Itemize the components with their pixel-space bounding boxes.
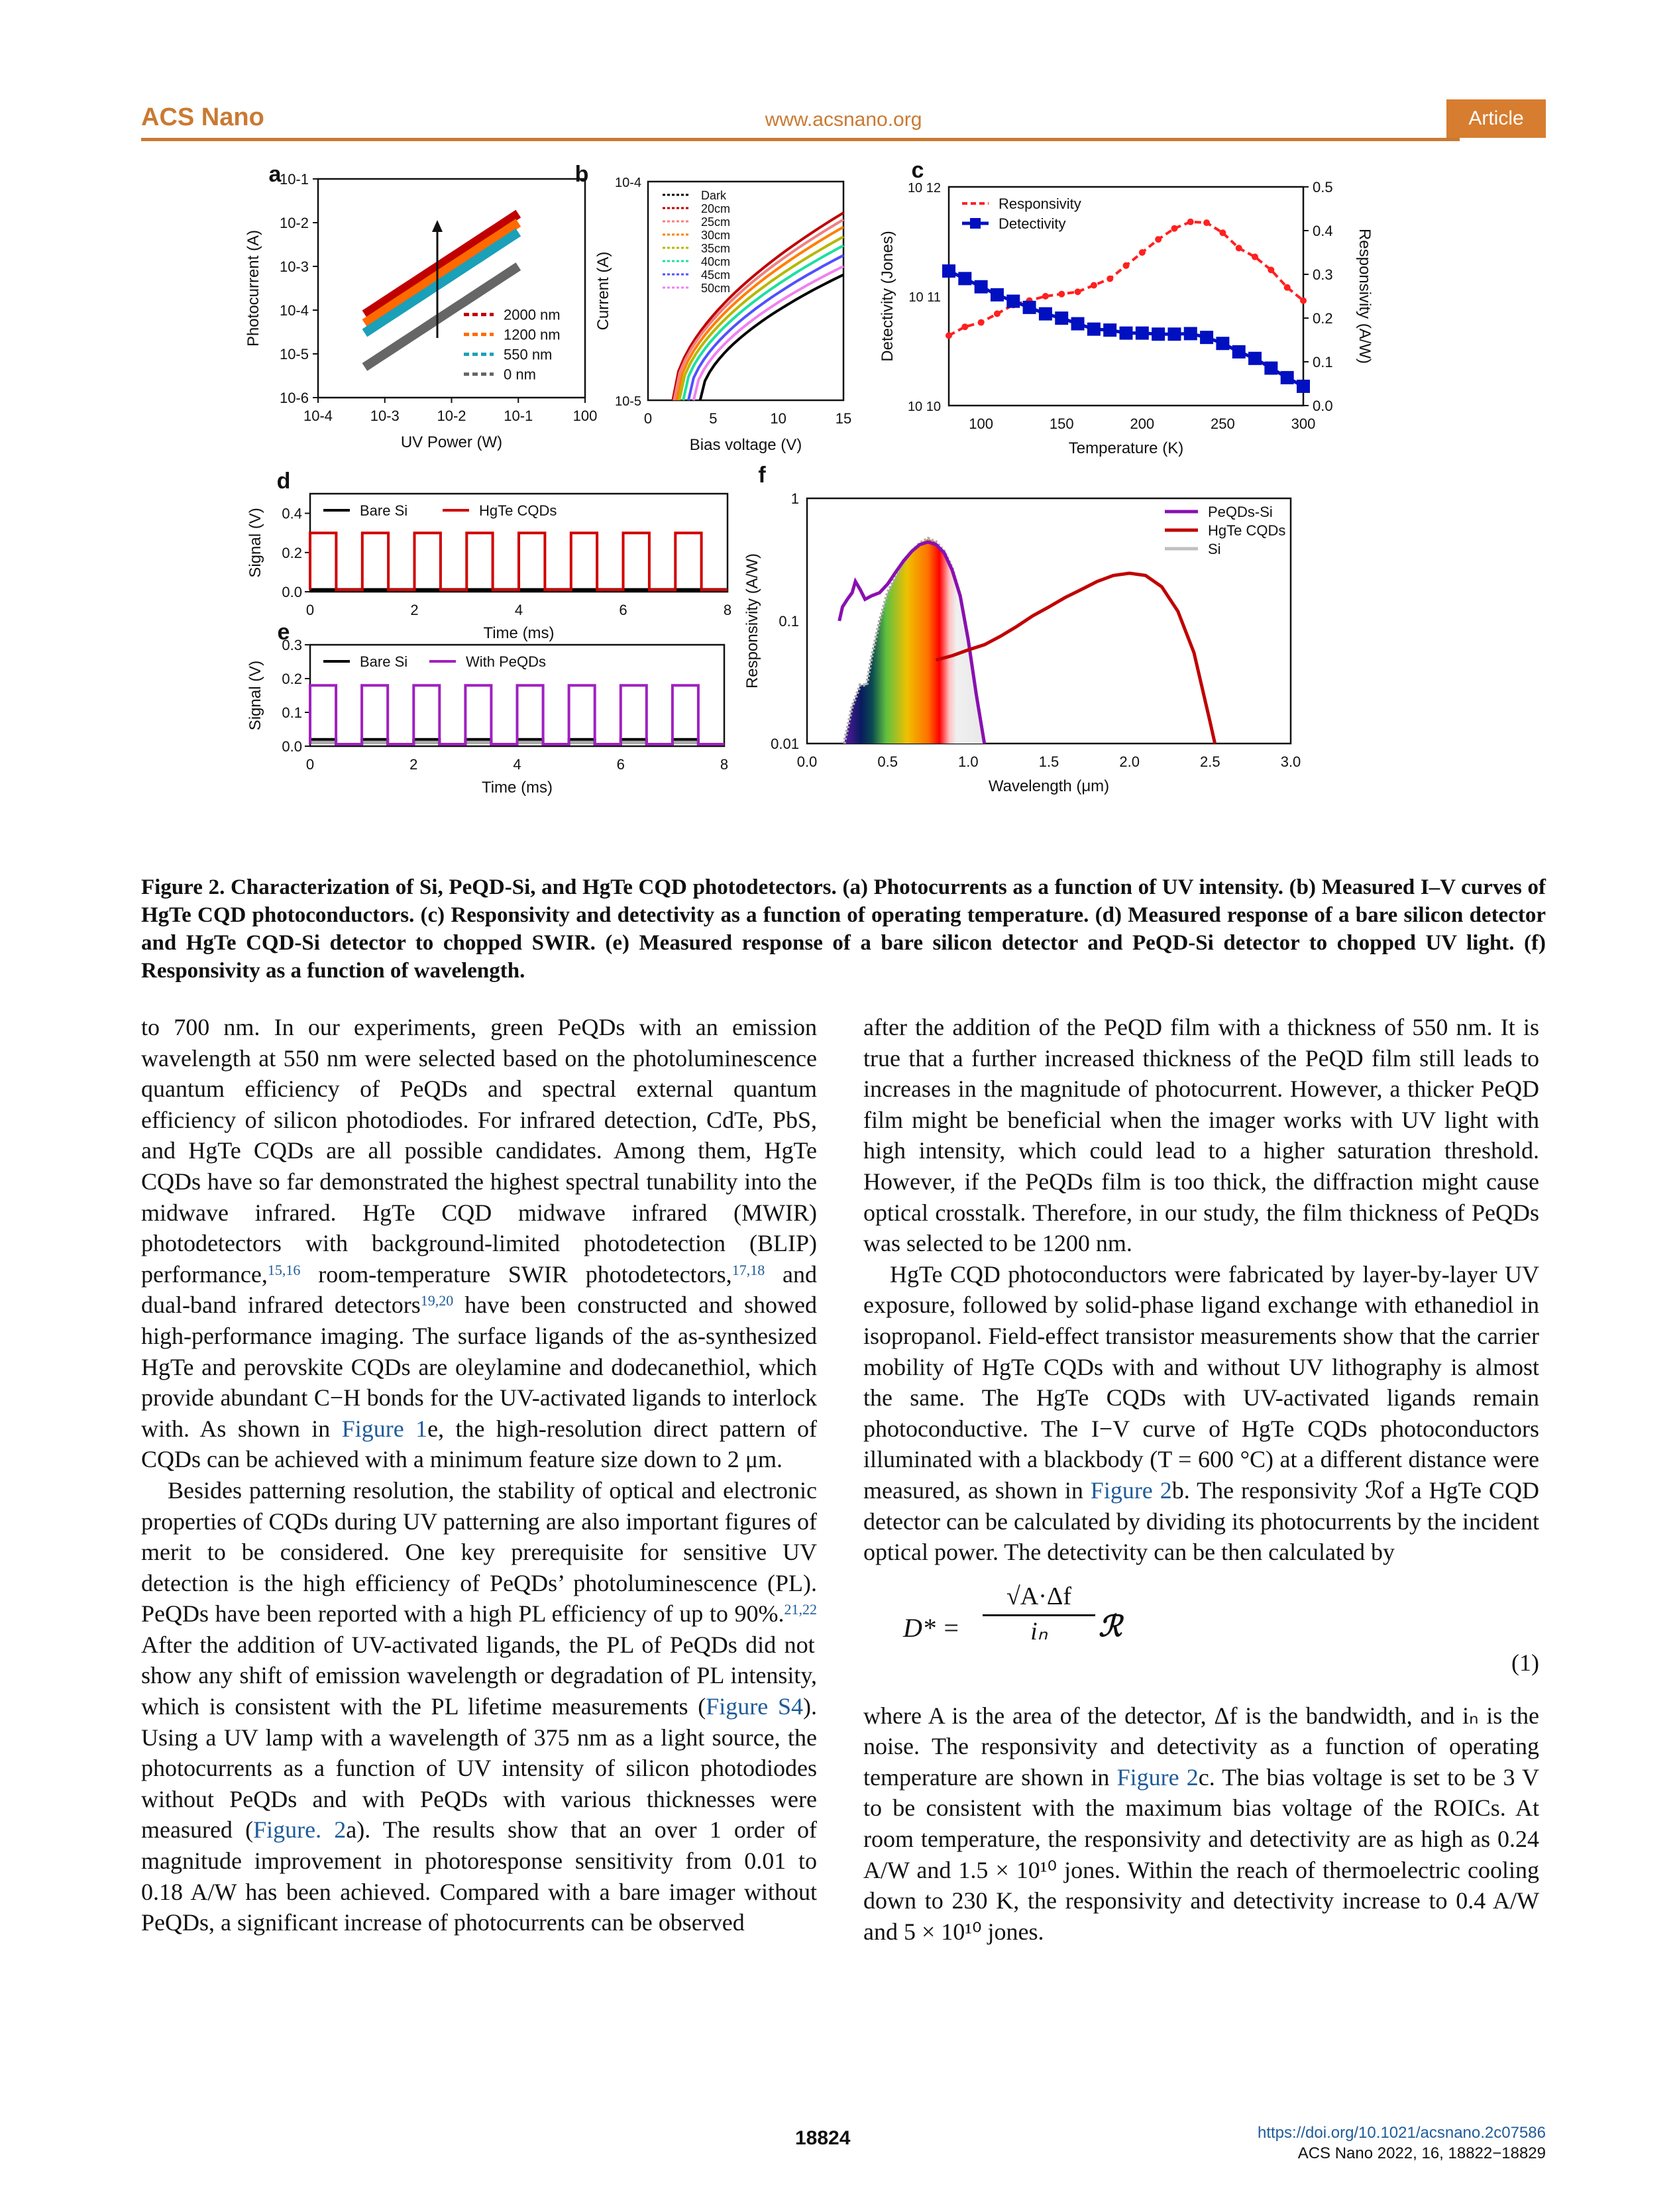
legend-label: 40cm — [701, 255, 731, 268]
equation-1 — [863, 1581, 1539, 1694]
y2-axis-label: Responsivity (A/W) — [1356, 228, 1374, 364]
article-badge: Article — [1446, 99, 1546, 138]
responsivity-point — [1075, 288, 1081, 295]
y2-tick-label: 0.2 — [1313, 310, 1333, 327]
legend-label: Detectivity — [999, 215, 1066, 232]
legend-label: HgTe CQDs — [1208, 522, 1286, 539]
y2-tick-label: 0.3 — [1313, 266, 1333, 283]
citation-link[interactable]: 19,20 — [420, 1292, 454, 1309]
x-tick-label: 2 — [409, 756, 418, 773]
x-tick-label: 10 — [770, 410, 786, 427]
legend-marker — [970, 218, 981, 229]
responsivity-point — [1042, 293, 1049, 300]
journal-name: ACS Nano — [141, 103, 264, 131]
responsivity-point — [1139, 249, 1146, 256]
paragraph — [141, 1012, 817, 1475]
legend-label: 35cm — [701, 242, 731, 255]
paragraph: after the addition of the PeQD film with a thickness of 550 nm. It is true that a further increased thickness of the PeQD film still leads to increases in the magnitude of photocurrent. However, a thicker PeQD film might be beneficial when the imager works with UV light with high intensity, which could lead to a higher saturation threshold. However, if the PeQDs film is too thick, the diffraction might cause optical crosstalk. Therefore, in our study, the film thickness of PeQDs was selected to be 1200 nm. — [863, 1014, 1539, 1257]
caption-text: Figure 2. Characterization of Si, PeQD-Si, and HgTe CQD photodetectors. (a) Photocurrents as a function of UV intensity. (b) Measured I–V curves of HgTe CQD photoconductors. (c) Responsivity and detectivity as a function of operating temperature. (d) Measured response of a bare silicon detector and HgTe CQD-Si detector to chopped SWIR. (e) Measured response of a bare silicon detector and PeQD-Si detector to chopped UV light. (f) Responsivity as a function of wavelength. — [141, 875, 1546, 983]
panel-label-b: b — [574, 162, 589, 187]
responsivity-point — [1268, 266, 1274, 273]
citation-link[interactable]: 21,22 — [784, 1601, 817, 1618]
equation-responsivity: ℛ — [1099, 1610, 1122, 1643]
x-tick-label: 15 — [835, 410, 852, 427]
y-tick-label: 10-4 — [614, 176, 641, 190]
x-tick-label: 2.5 — [1200, 753, 1220, 770]
text: ). Using a UV lamp with a wavelength of 375 nm as a light source, the photocurrents as a function of UV intensity of silicon photodiodes without PeQDs and with PeQDs with various thicknesses were measured ( — [141, 1693, 817, 1844]
responsivity-point — [994, 310, 1001, 317]
responsivity-point — [978, 319, 985, 326]
legend-label: HgTe CQDs — [479, 502, 557, 519]
responsivity-point — [1236, 245, 1242, 251]
equation-lhs: D* = — [903, 1612, 960, 1643]
responsivity-point — [1219, 229, 1226, 236]
figure-link[interactable]: Figure 2 — [1116, 1763, 1199, 1791]
x-tick-label: 8 — [720, 756, 729, 773]
detectivity-point — [1103, 323, 1116, 337]
detectivity-point — [1136, 327, 1149, 340]
legend-label: PeQDs-Si — [1208, 504, 1273, 520]
y-tick-label: 10-5 — [614, 394, 641, 409]
detectivity-point — [1248, 352, 1262, 365]
detectivity-point — [1200, 331, 1213, 344]
page-number: 18824 — [795, 2127, 851, 2149]
x-tick-label: 250 — [1211, 415, 1235, 432]
y2-tick-label: 0.5 — [1313, 179, 1333, 195]
citation-link[interactable]: 15,16 — [267, 1261, 301, 1278]
x-axis-label: Wavelength (μm) — [988, 777, 1110, 795]
detectivity-point — [1152, 327, 1165, 341]
responsivity-point — [946, 332, 952, 339]
legend-label: 30cm — [701, 229, 731, 242]
legend-label: 20cm — [701, 202, 731, 215]
figure-2 — [0, 0, 1677, 861]
detectivity-point — [1023, 301, 1036, 314]
legend-label: 550 nm — [504, 346, 553, 363]
x-tick-label: 0 — [305, 756, 315, 773]
detectivity-point — [1006, 295, 1020, 308]
x-tick-label: 0 — [643, 410, 653, 427]
panel-label-a: a — [268, 162, 282, 187]
responsivity-point — [1091, 282, 1097, 289]
x-tick-label: 1.0 — [958, 753, 979, 770]
legend-label: Dark — [701, 189, 727, 202]
y-tick-label: 10 12 — [907, 181, 941, 195]
detectivity-point — [1120, 327, 1133, 340]
series-responsivity — [949, 222, 1303, 336]
y2-tick-label: 0.4 — [1313, 223, 1333, 239]
responsivity-point — [1058, 291, 1065, 298]
y-tick-label: 10-1 — [279, 171, 309, 188]
series-1200-nm — [364, 223, 518, 323]
y-tick-label: 0.0 — [282, 584, 302, 600]
x-tick-label: 4 — [513, 756, 521, 773]
y-axis-label: Signal (V) — [246, 508, 264, 578]
citation-link[interactable]: 17,18 — [731, 1261, 765, 1278]
detectivity-point — [1087, 323, 1101, 336]
right-column — [863, 1012, 1539, 1947]
y-tick-label: 10-5 — [279, 346, 309, 362]
legend-label: 25cm — [701, 215, 731, 229]
text: e, the high-resolution direct pattern of CQDs can be achieved with a minimum feature size down to 2 μm. — [141, 1415, 817, 1473]
series-With-PeQDs — [310, 685, 724, 744]
legend-label: Bare Si — [360, 502, 408, 519]
paragraph — [863, 1700, 1539, 1948]
figure-caption — [141, 873, 1546, 985]
x-tick-label: 300 — [1291, 415, 1316, 432]
y-axis-label: Detectivity (Jones) — [879, 231, 896, 362]
responsivity-point — [1171, 225, 1177, 232]
detectivity-point — [991, 288, 1004, 302]
responsivity-point — [1155, 236, 1162, 243]
text: to 700 nm. In our experiments, green PeQDs with an emission wavelength at 550 nm were selected based on the photoluminescence quantum efficiency of PeQDs and spectral external quantum efficiency of silicon photodiodes. For infrared detection, CdTe, PbS, and HgTe CQDs are all possible candidates. Among them, HgTe CQDs have so far demonstrated the highest spectral tunability into the midwave infrared. HgTe CQD midwave infrared (MWIR) photodetectors with background-limited photodetection (BLIP) performance, — [141, 1014, 817, 1288]
y-tick-label: 10 11 — [908, 290, 941, 305]
x-tick-label: 6 — [616, 756, 625, 773]
series-HgTe-CQDs — [310, 533, 728, 590]
legend-label: 1200 nm — [504, 326, 561, 343]
responsivity-point — [1203, 219, 1210, 226]
panel-a-frame — [318, 179, 585, 398]
journal-url[interactable]: www.acsnano.org — [765, 109, 922, 131]
text: c. The bias voltage is set to be 3 V to be consistent with the maximum bias voltage of the ROICs. At room temperature, the responsivity and detectivity are as high as 0.24 A/W and 1.5 × 10¹⁰ jones. Within the reach of thermoelectric cooling down to 230 K, the responsivity and detectivity increase to 0.4 A/W and 5 × 10¹⁰ jones. — [863, 1763, 1540, 1945]
text: a). The results show that an over 1 order of magnitude improvement in photoresponse sensitivity from 0.01 to 0.18 A/W has been achieved. Compared with a bare imager without PeQDs, a significant increase of photocurrents can be observed — [141, 1816, 817, 1936]
detectivity-point — [1071, 317, 1085, 331]
responsivity-point — [1187, 219, 1194, 225]
series-25cm — [674, 219, 843, 400]
x-axis-label: Time (ms) — [483, 624, 555, 642]
legend-label: With PeQDs — [466, 653, 547, 670]
y-axis-label: Responsivity (A/W) — [743, 553, 761, 689]
x-tick-label: 0.5 — [877, 753, 898, 770]
detectivity-point — [1216, 337, 1229, 350]
x-tick-label: 10-2 — [437, 408, 466, 424]
y-axis-label: Signal (V) — [246, 660, 264, 731]
x-tick-label: 0.0 — [796, 753, 818, 770]
panel-label-f: f — [758, 463, 766, 488]
detectivity-point — [1039, 307, 1052, 321]
equation-number: (1) — [1511, 1649, 1539, 1676]
detectivity-point — [942, 264, 955, 278]
y-tick-label: 0.3 — [282, 637, 302, 653]
x-tick-label: 3.0 — [1280, 753, 1301, 770]
y-tick-label: 0.2 — [282, 544, 302, 561]
responsivity-point — [1300, 298, 1307, 304]
x-tick-label: 8 — [723, 602, 732, 618]
responsivity-point — [1252, 254, 1258, 260]
panel-label-d: d — [276, 469, 291, 494]
y-tick-label: 10-2 — [279, 215, 309, 231]
detectivity-point — [975, 280, 988, 294]
responsivity-point — [961, 323, 968, 330]
panel-label-e: e — [277, 620, 290, 645]
x-tick-label: 1.5 — [1038, 753, 1059, 770]
legend-label: 0 nm — [504, 366, 536, 383]
responsivity-point — [1123, 262, 1130, 269]
detectivity-point — [1184, 327, 1197, 340]
y-tick-label: 10-3 — [279, 258, 309, 275]
detectivity-point — [1281, 371, 1294, 384]
y-tick-label: 1 — [790, 490, 799, 507]
series-2000-nm — [364, 214, 518, 315]
figure-2-svg — [0, 0, 1677, 861]
panel-label-c: c — [911, 158, 924, 183]
legend-label: 2000 nm — [504, 306, 561, 323]
legend-label: Bare Si — [360, 653, 408, 670]
x-tick-label: 10-1 — [504, 408, 533, 424]
y-tick-label: 10-4 — [279, 302, 309, 319]
text: Besides patterning resolution, the stability of optical and electronic properties of CQDs during UV patterning are also important figures of merit to be considered. One key prerequisite for sensitive UV detection is the high efficiency of PeQDs’ photoluminescence (PL). PeQDs have been reported with a high PL efficiency of up to 90%. — [141, 1476, 817, 1628]
x-tick-label: 6 — [619, 602, 627, 618]
figure-link[interactable]: Figure S4 — [706, 1693, 803, 1720]
y-tick-label: 10-6 — [279, 390, 309, 406]
x-tick-label: 200 — [1130, 415, 1155, 432]
y2-tick-label: 0.1 — [1313, 354, 1333, 370]
x-tick-label: 2.0 — [1119, 753, 1140, 770]
legend-label: 50cm — [701, 282, 731, 295]
detectivity-point — [1232, 345, 1246, 359]
x-axis-label: Bias voltage (V) — [689, 436, 802, 454]
y-axis-label: Photocurrent (A) — [244, 229, 262, 347]
y-tick-label: 0.1 — [779, 613, 799, 630]
x-axis-label: UV Power (W) — [400, 433, 503, 451]
detectivity-point — [958, 272, 971, 285]
paragraph — [141, 1475, 817, 1938]
x-axis-label: Time (ms) — [481, 779, 553, 797]
equation-numerator: √A·Δf — [983, 1581, 1095, 1617]
text: After the addition of UV-activated ligands, the PL of PeQDs did not show any shift of emission wavelength or degradation of PL intensity, which is consistent with the PL lifetime measurements ( — [141, 1631, 817, 1720]
x-tick-label: 5 — [709, 410, 718, 427]
text: b. The responsivity ℛof a HgTe CQD detector can be calculated by dividing its photocurrents by the incident optical power. The detectivity can be then calculated by — [863, 1476, 1540, 1566]
x-tick-label: 4 — [514, 602, 523, 618]
x-tick-label: 150 — [1049, 415, 1074, 432]
x-tick-label: 10-4 — [303, 408, 333, 424]
detectivity-point — [1297, 380, 1310, 393]
equation-fraction — [983, 1581, 1095, 1647]
responsivity-point — [1107, 276, 1113, 282]
legend-label: Si — [1208, 541, 1221, 557]
left-column — [141, 1012, 817, 1938]
y-tick-label: 10 10 — [907, 400, 941, 414]
text: HgTe CQD photoconductors were fabricated by layer-by-layer UV exposure, followed by solid-phase ligand exchange with ethanediol in isopropanol. Field-effect transistor measurements show that the carrier mobility of HgTe CQDs with and without UV lithography is almost the same. The HgTe CQDs with UV-activated ligands remain photoconductive. The I−V curve of HgTe CQDs photoconductors illuminated with a blackbody (T = 600 °C) at a different distance were measured, as shown in — [863, 1260, 1539, 1504]
responsivity-point — [1284, 284, 1291, 291]
text: where A is the area of the detector, Δf is the bandwidth, and iₙ is the noise. The responsivity and detectivity as a function of operating temperature are shown in — [863, 1702, 1539, 1791]
y-tick-label: 0.0 — [282, 738, 302, 755]
detectivity-point — [1167, 327, 1181, 341]
doi-link[interactable]: https://doi.org/10.1021/acsnano.2c07586 — [1258, 2124, 1546, 2142]
legend-label: Responsivity — [999, 195, 1081, 212]
x-tick-label: 10-3 — [370, 408, 400, 424]
x-axis-label: Temperature (K) — [1068, 439, 1184, 457]
y-tick-label: 0.2 — [282, 671, 302, 687]
arrow-head-icon — [432, 220, 443, 232]
text: have been constructed and showed high-performance imaging. The surface ligands of the as-synthesized HgTe and perovskite CQDs are oleylamine and dodecanethiol, which provide abundant C−H bonds for the UV-activated ligands to interlock with. As shown in — [141, 1292, 817, 1442]
text: room-temperature SWIR photodetectors, — [300, 1260, 732, 1288]
y2-tick-label: 0.0 — [1313, 398, 1333, 414]
text: and dual-band infrared detectors — [141, 1260, 817, 1319]
paragraph — [863, 1259, 1539, 1568]
legend-label: 45cm — [701, 268, 731, 282]
y-axis-label: Current (A) — [594, 251, 612, 331]
x-tick-label: 100 — [572, 408, 598, 424]
detectivity-point — [1264, 362, 1277, 375]
equation-denominator: iₙ — [1030, 1618, 1048, 1646]
figure-link[interactable]: Figure 1 — [341, 1415, 428, 1442]
spectrum-fill — [844, 539, 985, 744]
x-tick-label: 2 — [410, 602, 419, 618]
figure-link[interactable]: Figure 2 — [1090, 1476, 1172, 1504]
detectivity-point — [1055, 311, 1068, 325]
x-tick-label: 100 — [969, 415, 993, 432]
citation: ACS Nano 2022, 16, 18822−18829 — [1297, 2144, 1546, 2162]
y-tick-label: 0.4 — [282, 505, 302, 522]
figure-link[interactable]: Figure. 2 — [253, 1816, 347, 1844]
y-tick-label: 0.1 — [282, 704, 302, 721]
y-tick-label: 0.01 — [771, 736, 799, 752]
x-tick-label: 0 — [305, 602, 315, 618]
